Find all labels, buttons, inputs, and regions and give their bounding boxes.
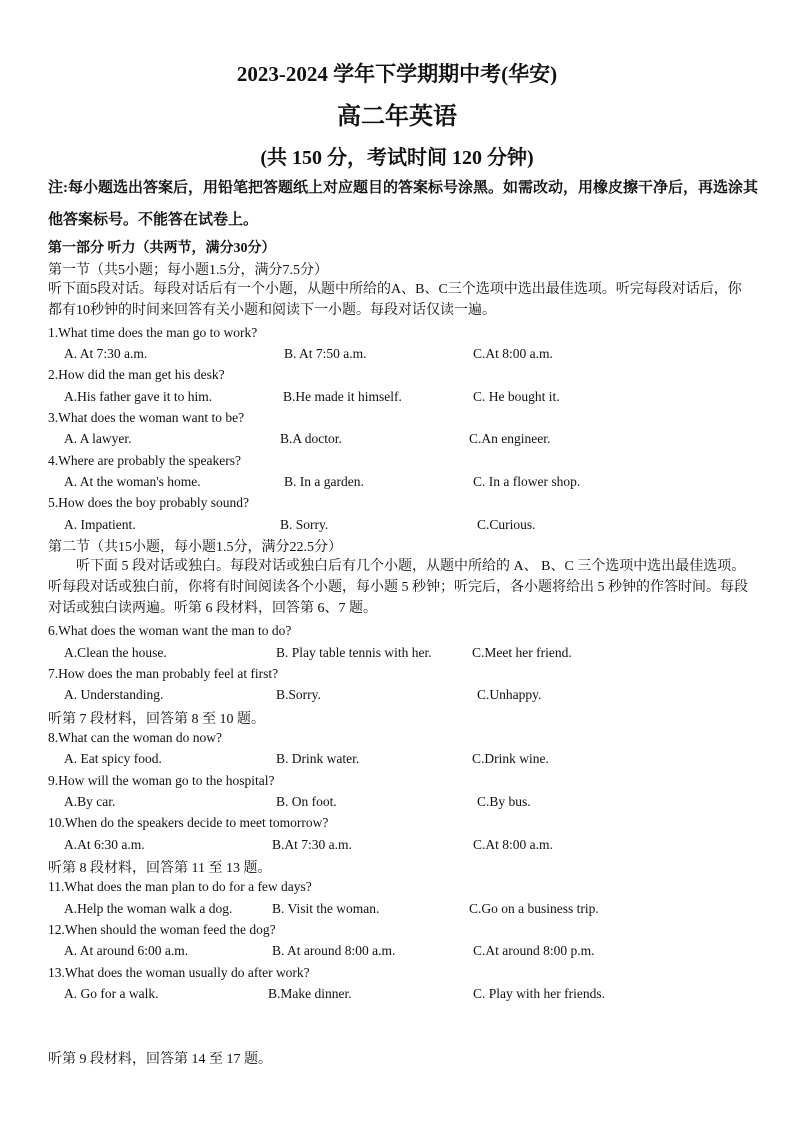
answer-note: 注:每小题选出答案后，用铅笔把答题纸上对应题目的答案标号涂黑。如需改动，用橡皮擦干净后，再选涂其他答案标号。不能答在试卷上。 bbox=[48, 180, 759, 228]
question-stem: 8.What can the woman do now? bbox=[48, 730, 222, 745]
option-a: A.Clean the house. bbox=[64, 645, 167, 660]
option-a: A. Understanding. bbox=[64, 687, 164, 702]
option-c: C.Drink wine. bbox=[472, 751, 549, 766]
option-b: B.At 7:30 a.m. bbox=[272, 837, 352, 852]
option-a: A.At 6:30 a.m. bbox=[64, 837, 145, 852]
option-a: A. At 7:30 a.m. bbox=[64, 346, 148, 361]
exam-title: 2023-2024 学年下学期期中考(华安) bbox=[236, 62, 558, 86]
option-a: A. At the woman's home. bbox=[64, 474, 201, 489]
question-stem: 12.When should the woman feed the dog? bbox=[48, 922, 276, 937]
section1-directions: 听下面5段对话。每段对话后有一个小题，从题中所给的A、B、C三个选项中选出最佳选项。听完每段对话后，你都有10秒钟的时间来回答有关小题和阅读下一小题。每段对话仅读一遍。 bbox=[48, 282, 742, 318]
instruction-segment-8: 听第 8 段材料，回答第 11 至 13 题。 bbox=[48, 861, 272, 876]
option-a: A. At around 6:00 a.m. bbox=[64, 943, 189, 958]
option-a: A.His father gave it to him. bbox=[64, 389, 213, 404]
option-c: C.Go on a business trip. bbox=[469, 901, 599, 916]
option-c: C.Meet her friend. bbox=[472, 645, 572, 660]
question-stem: 10.When do the speakers decide to meet tomorrow? bbox=[48, 815, 329, 830]
question-stem: 6.What does the woman want the man to do? bbox=[48, 623, 292, 638]
question-stem: 13.What does the woman usually do after work? bbox=[48, 965, 310, 980]
option-c: C.Unhappy. bbox=[477, 687, 542, 702]
option-a: A.By car. bbox=[64, 794, 116, 809]
option-b: B. On foot. bbox=[276, 794, 337, 809]
question-stem: 3.What does the woman want to be? bbox=[48, 410, 245, 425]
option-c: C.At around 8:00 p.m. bbox=[473, 943, 595, 958]
exam-info: (共 150 分，考试时间 120 分钟) bbox=[260, 147, 534, 169]
option-c: C. In a flower shop. bbox=[473, 474, 581, 489]
option-c: C.By bus. bbox=[477, 794, 531, 809]
section1-heading: 第一节（共5小题；每小题1.5分，满分7.5分） bbox=[48, 263, 328, 278]
question-stem: 7.How does the man probably feel at first? bbox=[48, 666, 279, 681]
exam-subject: 高二年英语 bbox=[337, 104, 457, 130]
instruction-segment-9: 听第 9 段材料，回答第 14 至 17 题。 bbox=[48, 1052, 272, 1067]
option-a: A. Impatient. bbox=[64, 517, 136, 532]
option-c: C.Curious. bbox=[477, 517, 536, 532]
option-b: B. At 7:50 a.m. bbox=[284, 346, 367, 361]
question-stem: 2.How did the man get his desk? bbox=[48, 367, 225, 382]
question-stem: 9.How will the woman go to the hospital? bbox=[48, 773, 275, 788]
question-stem: 1.What time does the man go to work? bbox=[48, 325, 258, 340]
question-stem: 11.What does the man plan to do for a few days? bbox=[48, 879, 312, 894]
option-a: A. Go for a walk. bbox=[64, 986, 159, 1001]
option-b: B. Drink water. bbox=[276, 751, 360, 766]
option-b: B. Play table tennis with her. bbox=[276, 645, 432, 660]
instruction-segment-7: 听第 7 段材料，回答第 8 至 10 题。 bbox=[48, 712, 265, 727]
question-stem: 4.Where are probably the speakers? bbox=[48, 453, 242, 468]
option-b: B. Sorry. bbox=[280, 517, 329, 532]
option-b: B.Sorry. bbox=[276, 687, 321, 702]
section2-directions: 听下面 5 段对话或独白。每段对话或独白后有几个小题，从题中所给的 A、 B、C 三个选项中选出最佳选项。听每段对话或独白前，你将有时间阅读各个小题，每小题 5 秒钟；听完后，各小题将给出 5 秒钟的作答时间。每段对话或独白读两遍。听第 6 段材料，回答第 6、7 题。 bbox=[48, 559, 748, 616]
option-c: C. Play with her friends. bbox=[473, 986, 605, 1001]
option-b: B.He made it himself. bbox=[283, 389, 402, 404]
option-c: C. He bought it. bbox=[473, 389, 560, 404]
option-c: C.At 8:00 a.m. bbox=[473, 346, 553, 361]
option-b: B. In a garden. bbox=[284, 474, 364, 489]
option-a: A. A lawyer. bbox=[64, 431, 132, 446]
option-b: B.A doctor. bbox=[280, 431, 342, 446]
option-a: A.Help the woman walk a dog. bbox=[64, 901, 233, 916]
part1-heading: 第一部分 听力（共两节，满分30分） bbox=[48, 241, 276, 256]
question-stem: 5.How does the boy probably sound? bbox=[48, 495, 249, 510]
option-b: B. At around 8:00 a.m. bbox=[272, 943, 396, 958]
section2-heading: 第二节（共15小题，每小题1.5分，满分22.5分） bbox=[48, 540, 342, 555]
option-c: C.At 8:00 a.m. bbox=[473, 837, 553, 852]
option-c: C.An engineer. bbox=[469, 431, 551, 446]
option-b: B.Make dinner. bbox=[268, 986, 352, 1001]
option-a: A. Eat spicy food. bbox=[64, 751, 162, 766]
option-b: B. Visit the woman. bbox=[272, 901, 380, 916]
